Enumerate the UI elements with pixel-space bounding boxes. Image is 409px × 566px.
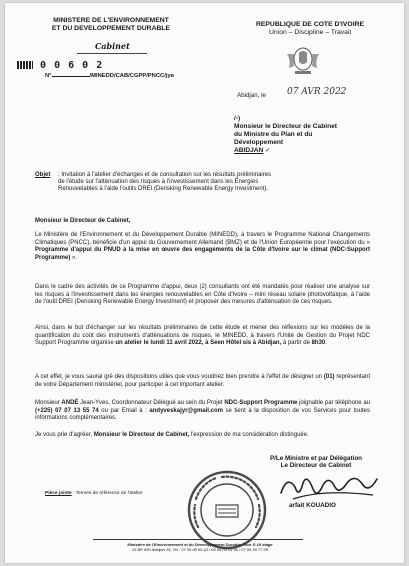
- footer-address: Ministère de l'Environnement et du Développement Durable, Tour D 10 étage: [127, 542, 273, 547]
- reference-digits: 0 0 6 0 2: [40, 60, 104, 71]
- paragraph-5: [35, 400, 370, 423]
- paragraph-5-phone: (+225) 07 07 13 55 74: [35, 407, 99, 414]
- pen-mark-icon: ✓: [265, 147, 271, 154]
- reference-prefix: N°: [45, 73, 52, 79]
- attachment-label: Pièce jointe: [45, 491, 72, 496]
- signature-title: P/Le Ministre et par Délégation Le Directeur de Cabinet: [269, 455, 363, 470]
- paragraph-1-text-c: ».: [72, 255, 78, 262]
- paragraph-3-text-a: Ainsi, dans le but d'échanger sur les résultats préliminaires de cette étude et mener des réflexions sur les modèles de la quantification du coût des instruments d'atténuations de risques, le MINEDD, à travers l'Unité de Gestion du Projet NDC Support Programme organise: [35, 325, 370, 347]
- paragraph-1-program-name: Programme d'appui du PNUD à la mise en œuvre des engagements de la Côte d'Ivoire sur le climat (NDC-Support Programme): [35, 247, 370, 262]
- paragraph-6-text-a: Je vous prie d'agréer,: [35, 432, 93, 438]
- recipient-title: Monsieur le Directeur de Cabinet du Ministre du Plan et du Développement: [234, 123, 337, 146]
- paragraph-5-text-i: se tient à la disposition de vos Services pour toutes informations complémentaires.: [35, 407, 370, 422]
- paragraph-3-time: 8h30: [311, 340, 326, 347]
- recipient-marker: /-): [234, 115, 241, 122]
- letter-page: [5, 3, 404, 563]
- republic-name: REPUBLIQUE DE COTE D'IVOIRE: [255, 21, 365, 28]
- paragraph-3: [35, 325, 370, 348]
- paragraph-6: [35, 432, 370, 440]
- paragraph-5-email: andyveskajyr@gmail.com: [149, 407, 223, 414]
- paragraph-4-text-c: représentant de votre Département ministériel, pour participer à cet important atelier.: [35, 374, 371, 388]
- signer-name: arfait KOUADIO: [289, 502, 336, 509]
- paragraph-4: [35, 374, 370, 389]
- paragraph-5-text-c: Jean-Yves, Coordonnateur Délégué au sein du Projet: [80, 400, 223, 406]
- republic-motto: Union – Discipline – Travail: [269, 29, 351, 36]
- paragraph-5-text-g: ou par Email à :: [101, 407, 147, 414]
- paragraph-3-event: un atelier le lundi 11 avril 2022, à Seen Hôtel sis à Abidjan,: [115, 340, 282, 347]
- handwritten-signature-icon: [273, 469, 383, 505]
- cabinet-underline: [77, 53, 147, 54]
- paragraph-4-text-a: A cet effet, je vous saurai gré des dispositions utiles que vous voudriez bien prendre à l'effet de désigner un: [35, 374, 323, 380]
- date-label: Abidjan, le: [237, 92, 266, 99]
- paragraph-5-surname: ANDÉ: [61, 400, 79, 406]
- reference-suffix: /MINEDD/CAB/CGPP/PNCC/jya: [89, 73, 174, 79]
- paragraph-6-addressee: Monsieur le Directeur de Cabinet,: [93, 432, 190, 438]
- footer-divider: [93, 539, 303, 540]
- attachment-note: [45, 491, 143, 496]
- recipient-city: [234, 147, 374, 155]
- paragraph-5-text-e: joignable par téléphone au: [299, 400, 371, 406]
- reference-number: [17, 60, 103, 71]
- salutation: Monsieur le Directeur de Cabinet,: [35, 218, 131, 224]
- paragraph-5-project: NDC-Support Programme: [224, 400, 298, 406]
- barcode-icon: [17, 61, 33, 69]
- paragraph-3-text-e: .: [325, 340, 327, 347]
- coat-of-arms-icon: [283, 44, 323, 76]
- attachment-text: : Termes de référence de l'atelier: [73, 491, 143, 496]
- reference-blank: [52, 76, 90, 77]
- object-text: : Invitation à l'atelier d'échanges et de consultation sur les résultats préliminaires de l'étude sur l'atténuation des risques à l'investissement dans les Énergies Renouvelables à l'aide l'outils DREI (Derisking Renewable Energy Investment).: [58, 172, 272, 193]
- date-value: 07 AVR 2022: [287, 87, 347, 97]
- footer: [65, 542, 335, 552]
- paragraph-1-text-a: Le Ministère de l'Environnement et du Développement Durable (MINEDD), à travers le Programme National Changements Climatiques (PNCC), bénéficie d'un appui du Gouvernement Allemand (BMZ) et de l'Union Européenne pour l'exécution du «: [35, 232, 370, 246]
- republic-header: [225, 21, 395, 37]
- ministry-header: MINISTERE DE L'ENVIRONNEMENT ET DU DEVELOPPEMENT DURABLE: [51, 17, 171, 32]
- paragraph-4-count: (01): [323, 374, 335, 380]
- paragraph-5-text-a: Monsieur: [35, 400, 60, 406]
- recipient-block: [234, 115, 374, 155]
- paragraph-1: [35, 232, 370, 263]
- object-label: Objet: [35, 172, 51, 178]
- paragraph-3-text-c: à partir de: [282, 340, 310, 347]
- reference-line: [45, 73, 174, 79]
- cabinet-label: Cabinet: [95, 41, 130, 51]
- footer-contact: 25 BP 650 Abidjan 25, Tel : 07 09 99 66 43 / 05 64 06 09 95 / 07 06 55 77 08: [132, 547, 268, 552]
- paragraph-2: Dans le cadre des activités de ce Programme d'appui, deux (2) consultants ont été mandatés pour réaliser une analyse sur les risques à l'investissement dans les énergies renouvelables en Côte d'Ivoire – mini réseau solaire photovoltaïque, à l'aide de l'outil DREI (Derisking Renewable Energy Investment) et proposer des mesures d'atténuation de ces risques.: [35, 284, 370, 306]
- recipient-city-text: ABIDJAN: [234, 147, 264, 154]
- paragraph-6-text-c: l'expression de ma considération distinguée.: [190, 432, 309, 438]
